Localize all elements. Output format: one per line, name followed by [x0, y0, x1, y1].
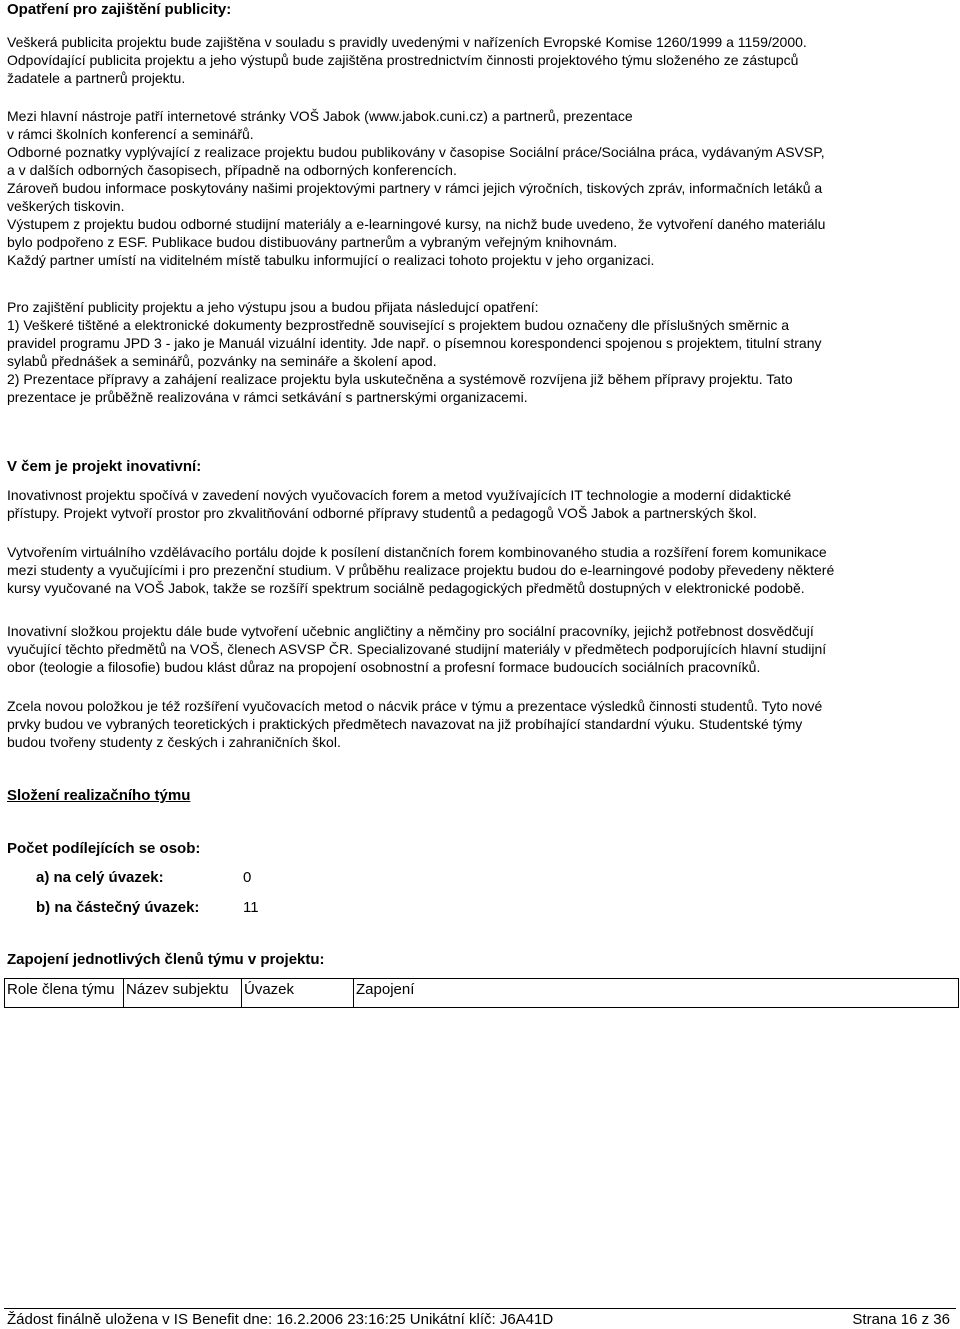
table-header-row: [5, 979, 959, 1008]
text-line: přístupy. Projekt vytvoří prostor pro zkvalitňování odborné přípravy studentů a pedagogů VOŠ Jabok a partnerských škol.: [7, 505, 757, 521]
text-line: prvky budou ve vybraných teoretických i praktických předmětech navazovat na již probíhající standardní výuku. Studentské týmy: [7, 716, 803, 732]
text-line: 2) Prezentace přípravy a zahájení realizace projektu byla uskutečněna a systémově rozvíjena již během přípravy projektu. Tato: [7, 371, 793, 387]
text-line: Mezi hlavní nástroje patří internetové stránky VOŠ Jabok (www.jabok.cuni.cz) a partnerů, prezentace: [7, 108, 633, 124]
text-line: obor (teologie a filosofie) budou klást důraz na propojení osobnostní a profesní formace budoucích sociálních pracovníků.: [7, 659, 761, 675]
publicity-heading: Opatření pro zajištění publicity:: [7, 1, 232, 18]
innovation-paragraph-4: [7, 697, 953, 751]
text-line: Zároveň budou informace poskytovány našimi projektovými partnery v rámci jejich výročních, tiskových zpráv, informačních letáků a: [7, 180, 823, 196]
involvement-heading: Zapojení jednotlivých členů týmu v projektu:: [7, 951, 325, 968]
text-line: sylabů přednášek a seminářů, pozvánky na semináře a školení apod.: [7, 353, 437, 369]
text-line: Výstupem z projektu budou odborné studijní materiály a e-learningové kursy, na nichž bude uvedeno, že vytvoření daného materiálu: [7, 216, 826, 232]
text-line: Inovativní složkou projektu dále bude vytvoření učebnic angličtiny a němčiny pro sociální pracovníky, jejichž potřebnost dosvědčují: [7, 623, 814, 639]
text-line: veškerých tiskovin.: [7, 198, 125, 214]
team-roles-table: [4, 978, 959, 1008]
text-line: Inovativnost projektu spočívá v zavedení nových vyučovacích forem a metod využívajících IT technologie a moderní didaktické: [7, 487, 792, 503]
innovation-paragraph-2: [7, 543, 953, 597]
text-line: vyučující těchto předmětů na VOŠ, členech ASVSP ČR. Specializované studijní materiály v předmětech podporujících hlavní studijní: [7, 641, 827, 657]
table-header-cell: Zapojení: [354, 979, 959, 1008]
text-line: žadatele a partnerů projektu.: [7, 70, 186, 86]
part-time-label: b) na částečný úvazek:: [36, 899, 200, 916]
innovation-heading: V čem je projekt inovativní:: [7, 458, 202, 475]
publicity-paragraph-3: [7, 298, 953, 406]
text-line: a v dalších odborných časopisech, případně na odborných konferencích.: [7, 162, 457, 178]
text-line: Odborné poznatky vyplývající z realizace projektu budou publikovány v časopise Sociální práce/Sociálna práca, vydávaným ASVSP,: [7, 144, 825, 160]
team-count-heading: Počet podílejících se osob:: [7, 840, 201, 857]
text-line: 1) Veškeré tištěné a elektronické dokumenty bezprostředně související s projektem budou označeny dle příslušných směrnic a: [7, 317, 790, 333]
publicity-paragraph-2: [7, 107, 953, 269]
text-line: prezentace je průběžně realizována v rámci setkávání s partnerskými organizacemi.: [7, 389, 528, 405]
innovation-paragraph-1: [7, 486, 953, 522]
text-line: Každý partner umístí na viditelném místě tabulku informující o realizaci tohoto projektu v jeho organizaci.: [7, 252, 655, 268]
full-time-value: 0: [243, 869, 252, 886]
text-line: Odpovídající publicita projektu a jeho výstupů bude zajištěna prostrednictvím činnosti projektového týmu složeného ze zástupců: [7, 52, 799, 68]
table-header-cell: Role člena týmu: [5, 979, 124, 1008]
full-time-label: a) na celý úvazek:: [36, 869, 164, 886]
innovation-paragraph-3: [7, 622, 953, 676]
footer-submission-info: Žádost finálně uložena v IS Benefit dne: 16.2.2006 23:16:25 Unikátní klíč: J6A41D: [7, 1311, 554, 1328]
text-line: Vytvořením virtuálního vzdělávacího portálu dojde k posílení distančních forem kombinovaného studia a rozšíření forem komunikace: [7, 544, 827, 560]
table-header-cell: Název subjektu: [124, 979, 242, 1008]
text-line: pravidel programu JPD 3 - jako je Manuál vizuální identity. Jde např. o písemnou korespondenci spojenou s projektem, titulní strany: [7, 335, 822, 351]
footer-divider: [4, 1308, 956, 1309]
part-time-value: 11: [243, 899, 259, 916]
text-line: kursy vyučované na VOŠ Jabok, takže se rozšíří spektrum sociálně pedagogických předmětů dostupných v elektronické podobě.: [7, 580, 805, 596]
text-line: Zcela novou položkou je též rozšíření vyučovacích metod o nácvik práce v týmu a prezentace výsledků činnosti studentů. Tyto nové: [7, 698, 823, 714]
text-line: bylo podpořeno z ESF. Publikace budou distibuovány partnerům a vybraným veřejným knihovnám.: [7, 234, 618, 250]
footer-page-number: Strana 16 z 36: [852, 1311, 950, 1328]
publicity-paragraph-1: [7, 33, 953, 87]
table-header-cell: Úvazek: [242, 979, 354, 1008]
text-line: mezi studenty a vyučujícími i pro prezenční studium. V průběhu realizace projektu budou do e-learningové podoby převedeny některé: [7, 562, 835, 578]
text-line: v rámci školních konferencí a seminářů.: [7, 126, 254, 142]
text-line: Veškerá publicita projektu bude zajištěna v souladu s pravidly uvedenými v nařízeních Evropské Komise 1260/1999 a 1159/2000.: [7, 34, 807, 50]
team-heading: Složení realizačního týmu: [7, 787, 191, 804]
text-line: budou tvořeny studenty z českých i zahraničních škol.: [7, 734, 341, 750]
text-line: Pro zajištění publicity projektu a jeho výstupu jsou a budou přijata následujcí opatření:: [7, 299, 539, 315]
